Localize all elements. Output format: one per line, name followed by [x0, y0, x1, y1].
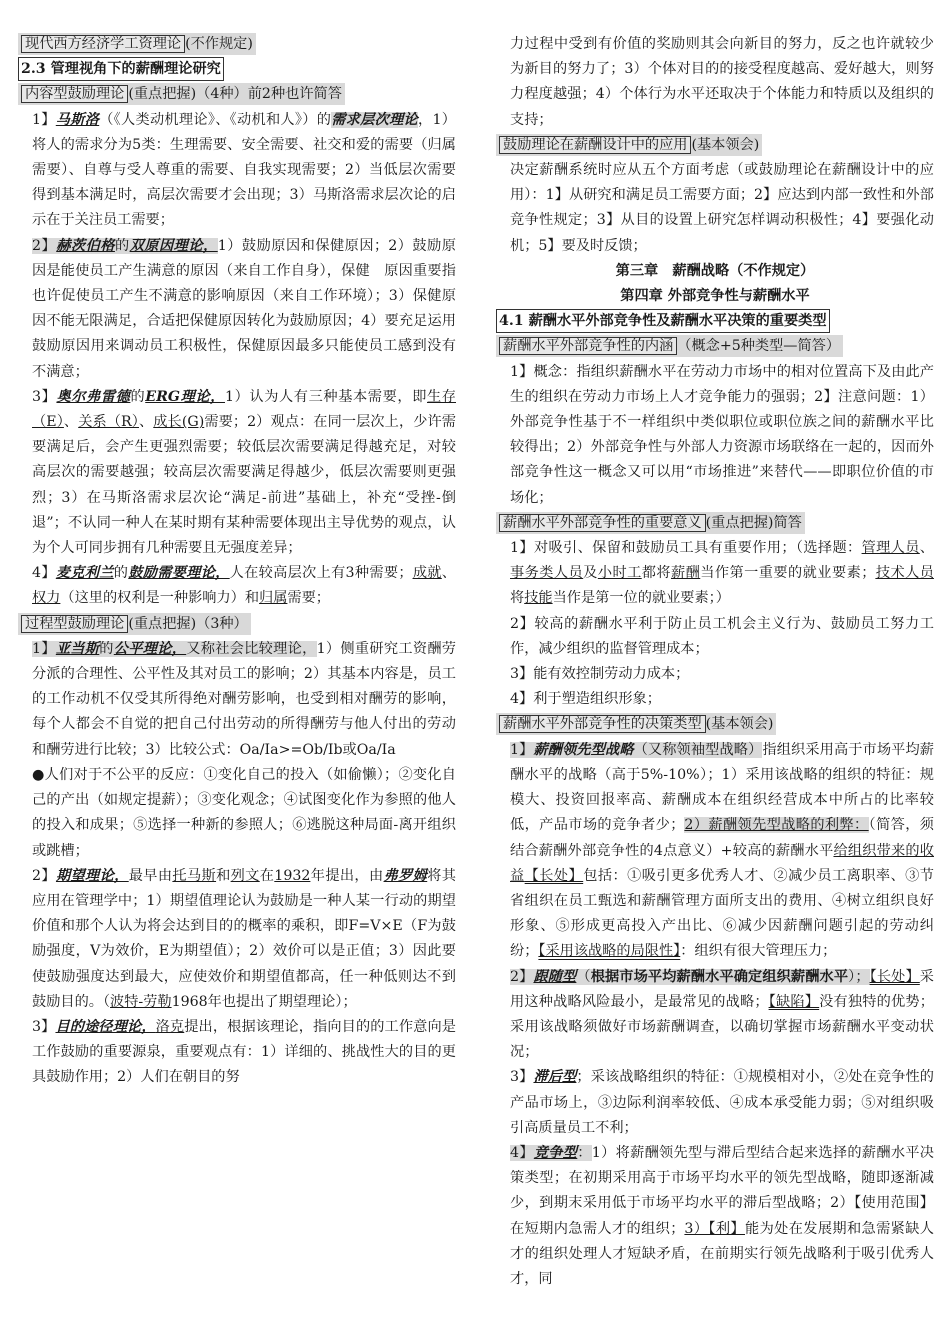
subsection-note: （概念+5种类型—简答）	[677, 338, 841, 355]
subsection-heading	[18, 82, 456, 107]
subsection-title: 薪酬水平外部竞争性的内涵	[499, 337, 677, 355]
paragraph: 1】亚当斯的公平理论，又称社会比较理论，1）侧重研究工资酬劳分派的合理性、公平性及其对员工的影响；2）其基本内容是，员工的工作动机不仅受其所得绝对酬劳影响，也受到相对酬劳的影响，每个人都会不自觉的把自己付出劳动的所得酬劳与他人付出的劳动和酬劳进行比较；3）比较公式：Oa/Ia>=Ob/Ib或Oa/Ia	[32, 640, 456, 758]
chapter-heading: 第三章 薪酬战略（不作规定）	[615, 262, 815, 279]
paragraph: 1】对吸引、保留和鼓励员工具有重要作用；（选择题：管理人员、事务类人员及小时工都将薪酬当作第一重要的就业要素；技术人员将技能当作是第一位的就业要素；）	[510, 540, 934, 607]
paragraph: 1】马斯洛（《人类动机理论》、《动机和人》）的需求层次理论，1）将人的需求分为5类：生理需要、安全需要、社交和爱的需要（归属需要）、自尊与受人尊重的需要、自我实现需要；2）当低层次需要得到基本满足时，高层次需要才会出现；3）马斯洛需求层次论的启示在于关注员工需要；	[32, 111, 456, 229]
paragraph: 2】较高的薪酬水平利于防止员工机会主义行为、鼓励员工努力工作，减少组织的监督管理成本；	[510, 615, 934, 657]
subsection-note: (重点把握)（3种）	[128, 615, 248, 632]
paragraph: 决定薪酬系统时应从五个方面考虑（或鼓励理论在薪酬设计中的应用）：1】从研究和满足员工需要方面；2】应达到内部一致性和外部竞争性规定；3】从目的设置上研究怎样调动积极性；4】要强化动机；5】要及时反馈；	[510, 162, 934, 254]
paragraph: 2】赫茨伯格的双原因理论，1）鼓励原因和保健原因；2）鼓励原因是能使员工产生满意的原因（来自工作自身），保健 原因重要指也许促使员工产生不满意的影响原因（来自工作环境）；3）保健原因不能无限满足，合适把保健原因转化为鼓励原因；4）要充足运用鼓励原因用来调动员工积极性，保健原因最多只能使员工感到没有不满意；	[32, 237, 456, 380]
section-title: 4.1 薪酬水平外部竞争性及薪酬水平决策的重要类型	[496, 309, 830, 333]
subsection-note: (基本领会)	[691, 136, 760, 153]
subsection-note: (不作规定)	[185, 36, 253, 52]
subsection-title: 内容型鼓励理论	[21, 85, 128, 103]
subsection-heading	[496, 712, 934, 737]
section-heading	[496, 309, 934, 334]
subsection-heading	[18, 32, 456, 57]
section-title: 2.3 管理视角下的薪酬理论研究	[18, 57, 224, 81]
subsection-title: 薪酬水平外部竞争性的重要意义	[499, 514, 706, 532]
paragraph: 3】奥尔弗雷德的ERG理论，1）认为人有三种基本需要，即生存（E）、关系（R）、成长(G)需要；2）观点：在同一层次上，少许需要满足后，会产生更强烈需要；较低层次需要满足得越充足，对较高层次的需要越强；较高层次需要满足得越少，低层次需要则更强烈；3）在马斯洛需求层次论“满足-前进”基础上，补充“受挫-倒退”；不认同一种人在某时期有某种需要体现出主导优势的观点，认为个人可同步拥有几种需要且无强度差异；	[32, 388, 456, 557]
subsection-title: 鼓励理论在薪酬设计中的应用	[499, 136, 691, 154]
paragraph: 3】滞后型；采该战略组织的特征：①规模相对小，②处在竞争性的产品市场上，③边际利润率较低、④成本承受能力弱；⑤对组织吸引高质量员工不利；	[510, 1069, 934, 1136]
paragraph: ●人们对于不公平的反应：①变化自己的投入（如偷懒）；②变化自己的产出（如规定提薪）；③变化观念；④试图变化作为参照的他人的投入和成果；⑤选择一种新的参照人；⑥逃脱这种局面-离开组织或跳槽；	[32, 766, 456, 859]
subsection-heading	[496, 334, 934, 359]
subsection-heading	[496, 511, 934, 536]
subsection-title: 薪酬水平外部竞争性的决策类型	[499, 715, 706, 733]
paragraph: 4】麦克利兰的鼓励需要理论，人在较高层次上有3种需要；成就、权力（这里的权利是一种影响力）和归属需要；	[32, 565, 456, 607]
subsection-note: (基本领会)	[705, 716, 774, 733]
paragraph: 1】概念：指组织薪酬水平在劳动力市场中的相对位置高下及由此产生的组织在劳动力市场上人才竞争能力的强弱；2】注意问题：1）外部竞争性基于不一样组织中类似职位或职位族之间的薪酬水平比较得出；2）外部竞争性与外部人力资源市场联络在一起的，因而外部竞争性这一概念又可以用“市场推进”来替代——即职位价值的市场化；	[510, 363, 934, 506]
paragraph: 2】期望理论，最早由托马斯和列文在1932年提出，由弗罗姆将其应用在管理学中；1）期望值理论认为鼓励是一种人某一行动的期望价值和那个人认为将会达到目的的概率的乘积，即F=V×E（F为鼓励强度，V为效价，E为期望值）；2）效价可以是正值；3）因此要使鼓励强度达到最大，应使效价和期望值都高，任一种低则达不到鼓励目的。（波特-劳勒1968年也提出了期望理论）；	[32, 867, 456, 1010]
left-column	[18, 32, 456, 1344]
right-column	[496, 32, 934, 1344]
paragraph: 力过程中受到有价值的奖励则其会向新目的努力，反之也许就较少为新目的努力了；3）个体对目的的接受程度越高、爱好越大，则努力程度越强；4）个体行为水平还取决于个体能力和特质以及组织的支持；	[510, 36, 934, 128]
subsection-title: 现代西方经济学工资理论	[21, 35, 185, 53]
paragraph: 3】能有效控制劳动力成本；	[510, 666, 690, 683]
paragraph: 4】利于塑造组织形象；	[510, 691, 661, 708]
subsection-heading	[496, 133, 934, 158]
paragraph: 1】薪酬领先型战略（又称领袖型战略）指组织采用高于市场平均薪酬水平的战略（高于5%-10%）；1）采用该战略的组织的特征：规模大、投资回报率高、薪酬成本在组织经营成本中所占的比率较低，产品市场的竞争者少；2）薪酬领先型战略的利弊：（简答，须结合薪酬外部竞争性的4点意义）+较高的薪酬水平给组织带来的收益【长处】包括：①吸引更多优秀人才、②减少员工离职率、③节省组织在员工甄选和薪酬管理方面所支出的费用、④树立组织良好形象、⑤形成更高投入产出比、⑥减少因薪酬问题引起的劳动纠纷；【采用该战略的局限性】：组织有很大管理压力；	[510, 741, 934, 960]
paragraph: 3】目的途径理论，洛克提出，根据该理论，指向目的的工作意向是工作鼓励的重要源泉，重要观点有：1）详细的、挑战性大的目的更具鼓励作用；2）人们在朝目的努	[32, 1018, 456, 1086]
subsection-note: (重点把握)简答	[705, 514, 802, 531]
section-heading	[18, 57, 456, 82]
paragraph: 4】竞争型：1）将薪酬领先型与滞后型结合起来选择的薪酬水平决策类型；在初期采用高于市场平均水平的领先型战略，随即逐渐减少，到期末采用低于市场平均水平的滞后型战略；2）【使用范围】在短期内急需人才的组织；3）【利】能为处在发展期和急需紧缺人才的组织处理人才短缺矛盾，在前期实行领先战略利于吸引优秀人才，同	[510, 1144, 934, 1287]
subsection-note: (重点把握)（4种）前2种也许简答	[128, 86, 342, 103]
subsection-title: 过程型鼓励理论	[21, 615, 128, 633]
paragraph: 2】跟随型（根据市场平均薪酬水平确定组织薪酬水平）；【长处】采用这种战略风险最小，是最常见的战略；【缺陷】没有独特的优势；采用该战略须做好市场薪酬调查，以确切掌握市场薪酬水平变动状况；	[510, 968, 934, 1061]
chapter-heading: 第四章 外部竞争性与薪酬水平	[620, 288, 810, 305]
subsection-heading	[18, 612, 456, 637]
